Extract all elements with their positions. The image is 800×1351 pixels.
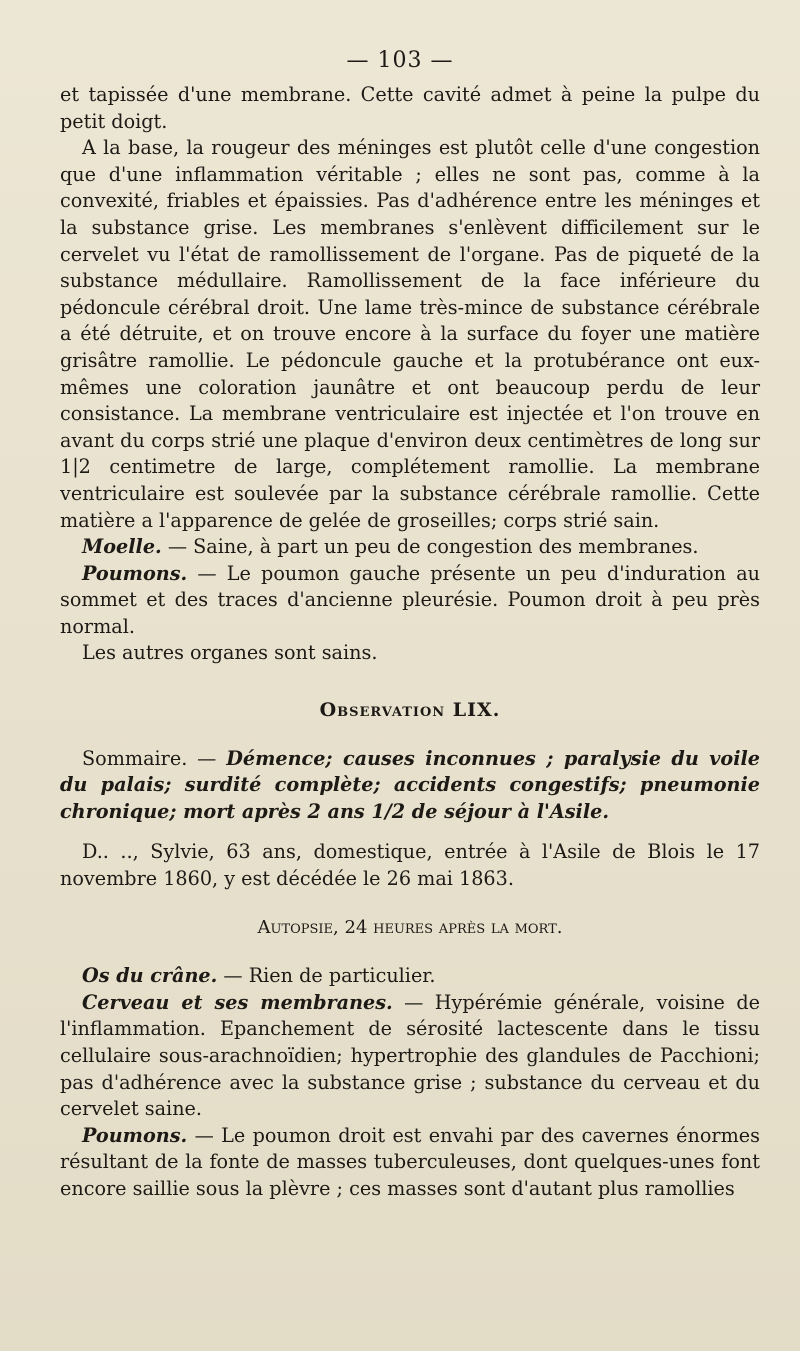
- poumons-label: Poumons.: [82, 561, 188, 585]
- page-body: [60, 82, 760, 1203]
- spacer: [60, 825, 760, 839]
- cerveau-label: Cerveau et ses membranes.: [82, 990, 393, 1014]
- paragraph-poumons: [60, 561, 760, 641]
- autopsie-heading: [60, 915, 760, 942]
- paragraph-base: A la base, la rougeur des méninges est plutôt celle d'une congestion que d'une inflammation véritable ; elles ne sont pas, comme à la convexité, friables et épaissies. Pas d'adhérence entre les méninges et la substance grise. Les membranes s'enlèvent difficilement sur le cervelet vu l'état de ramollissement de l'organe. Pas de piqueté de la substance médullaire. Ramollissement de la face inférieure du pédoncule cérébral droit. Une lame très-mince de substance cérébrale a été détruite, et on trouve encore à la surface du foyer une matière grisâtre ramollie. Le pédoncule gauche et la protubérance ont eux-mêmes une coloration jaunâtre et ont beaucoup perdu de leur consistance. La membrane ventriculaire est injectée et l'on trouve en avant du corps strié une plaque d'environ deux centimètres de long sur 1|2 centimetre de large, complétement ramollie. La membrane ventriculaire est soulevée par la substance cérébrale ramollie. Cette matière a l'apparence de gelée de groseilles; corps strié sain.: [60, 136, 760, 532]
- paragraph-poumons-2: [60, 1123, 760, 1203]
- poumons-text: — Le poumon gauche présente un peu d'induration au sommet et des traces d'ancienne pleurésie. Poumon droit à peu près normal.: [60, 561, 760, 638]
- cerveau-text: — Hypérémie générale, voisine de l'inflammation. Epanchement de sérosité lactescente dans le tissu cellulaire sous-arachnoïdien; hypertrophie des glandules de Pacchioni; pas d'adhérence avec la substance grise ; substance du cerveau et du cervelet saine.: [60, 990, 760, 1121]
- observation-heading: Observation LIX.: [319, 699, 501, 722]
- moelle-label: Moelle.: [82, 535, 162, 559]
- autopsie-label: Autopsie: [257, 916, 334, 938]
- paragraph-sommaire: [60, 746, 760, 826]
- poumons-2-label: Poumons.: [82, 1123, 188, 1147]
- spacer: [60, 724, 760, 746]
- paragraph-continuation: et tapissée d'une membrane. Cette cavité admet à peine la pulpe du petit doigt.: [60, 83, 760, 133]
- sommaire-label: Sommaire. —: [82, 746, 227, 770]
- os-label: Os du crâne.: [82, 964, 218, 988]
- paragraph-patient: D.. .., Sylvie, 63 ans, domestique, entrée à l'Asile de Blois le 17 novembre 1860, y est décédée le 26 mai 1863.: [60, 840, 760, 891]
- poumons-2-text: — Le poumon droit est envahi par des cavernes énormes résultant de la fonte de masses tuberculeuses, dont quelques-unes font encore saillie sous la plèvre ; ces masses sont d'autant plus ramollies: [60, 1123, 760, 1200]
- paragraph-os: [60, 963, 760, 990]
- autopsie-text: , 24 heures après la mort.: [333, 916, 563, 938]
- spacer: [60, 941, 760, 963]
- os-text: — Rien de particulier.: [217, 964, 436, 988]
- page-number: — 103 —: [346, 48, 454, 73]
- paragraph-autres: Les autres organes sont sains.: [82, 641, 378, 665]
- sommaire-text: Démence; causes inconnues ; paralysie du voile du palais; surdité complète; accidents congestifs; pneumonie chronique; mort après 2 ans 1/2 de séjour à l'Asile.: [60, 746, 760, 823]
- moelle-text: — Saine, à part un peu de congestion des membranes.: [161, 535, 699, 559]
- paragraph-cerveau: [60, 990, 760, 1123]
- paragraph-moelle: [60, 534, 760, 561]
- spacer: [60, 667, 760, 697]
- spacer: [60, 893, 760, 915]
